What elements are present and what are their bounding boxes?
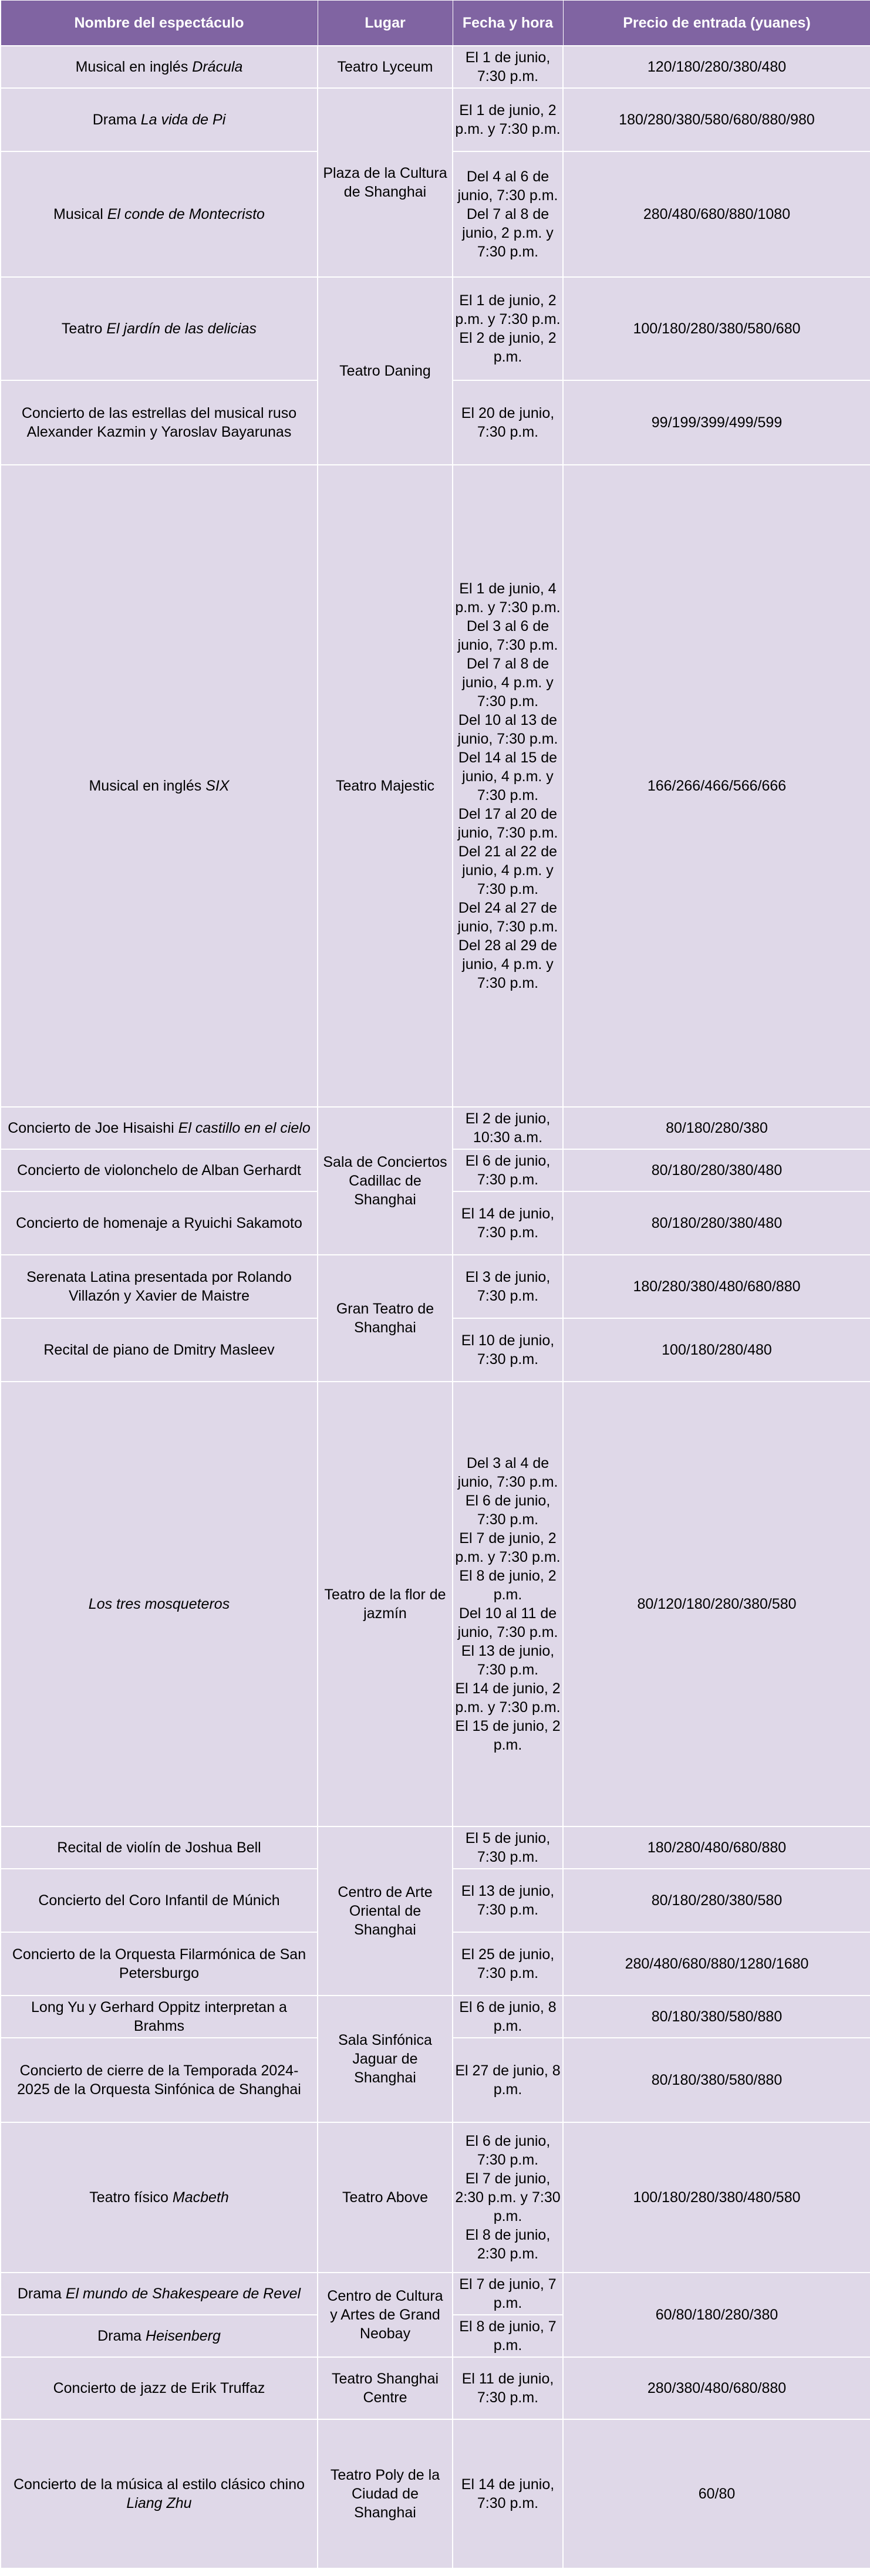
date-time-cell bbox=[453, 46, 563, 88]
date-time-entry: El 11 de junio, 7:30 p.m. bbox=[461, 2371, 554, 2406]
show-title: SIX bbox=[205, 778, 230, 794]
date-time-entry: El 14 de junio, 7:30 p.m. bbox=[461, 2476, 555, 2511]
price-cell: 100/180/280/380/480/580 bbox=[563, 2122, 870, 2273]
date-time-entry: El 25 de junio, 7:30 p.m. bbox=[461, 1946, 555, 1981]
date-time-entry: Del 4 al 6 de junio, 7:30 p.m. bbox=[457, 168, 558, 204]
show-name-text: Musical en inglés bbox=[75, 59, 193, 75]
date-time-cell bbox=[453, 1827, 563, 1869]
date-time-entry: El 10 de junio, 7:30 p.m. bbox=[461, 1332, 555, 1368]
show-name-cell bbox=[1, 277, 318, 380]
price-cell: 80/180/280/380 bbox=[563, 1107, 870, 1149]
price-cell: 180/280/380/580/680/880/980 bbox=[563, 88, 870, 151]
date-time-cell bbox=[453, 2122, 563, 2273]
table-row bbox=[1, 1996, 870, 2038]
date-time-entry: El 8 de junio, 7 p.m. bbox=[459, 2318, 557, 2354]
table-row bbox=[1, 88, 870, 151]
show-name-cell bbox=[1, 46, 318, 88]
date-time-entry: El 27 de junio, 8 p.m. bbox=[455, 2062, 561, 2098]
date-time-entry: El 5 de junio, 7:30 p.m. bbox=[465, 1830, 551, 1865]
table-row bbox=[1, 46, 870, 88]
show-name-cell bbox=[1, 1932, 318, 1996]
price-cell: 280/380/480/680/880 bbox=[563, 2357, 870, 2419]
show-title: El castillo en el cielo bbox=[178, 1120, 311, 1136]
show-name-cell bbox=[1, 1996, 318, 2038]
show-name-text: Concierto de jazz de Erik Truffaz bbox=[53, 2380, 265, 2396]
table-row bbox=[1, 2122, 870, 2273]
date-time-entry: El 1 de junio, 2 p.m. y 7:30 p.m. bbox=[455, 292, 561, 328]
date-time-cell bbox=[453, 2357, 563, 2419]
show-name-cell bbox=[1, 1827, 318, 1869]
date-time-cell bbox=[453, 1869, 563, 1932]
table-body bbox=[1, 46, 870, 2568]
show-name-cell bbox=[1, 1191, 318, 1255]
date-time-entry: El 2 de junio, 2 p.m. bbox=[459, 330, 557, 365]
show-name-cell bbox=[1, 88, 318, 151]
price-cell: 280/480/680/880/1080 bbox=[563, 151, 870, 277]
show-title: El conde de Montecristo bbox=[107, 206, 265, 222]
date-time-entry: Del 3 al 4 de junio, 7:30 p.m. bbox=[457, 1455, 558, 1490]
header-show-name: Nombre del espectáculo bbox=[1, 1, 318, 46]
show-name-text: Musical bbox=[53, 206, 107, 222]
show-name-cell bbox=[1, 1382, 318, 1827]
show-name-text: Concierto de homenaje a Ryuichi Sakamoto bbox=[16, 1215, 302, 1231]
date-time-entry: Del 10 al 11 de junio, 7:30 p.m. bbox=[457, 1605, 558, 1640]
show-title: La vida de Pi bbox=[140, 112, 226, 128]
table-row bbox=[1, 1255, 870, 1318]
date-time-entry: El 6 de junio, 8 p.m. bbox=[459, 1999, 557, 2034]
show-name-cell bbox=[1, 2357, 318, 2419]
date-time-entry: Del 14 al 15 de junio, 4 p.m. y 7:30 p.m. bbox=[458, 749, 558, 803]
venue-cell: Plaza de la Cultura de Shanghai bbox=[318, 88, 453, 277]
show-name-cell bbox=[1, 1107, 318, 1149]
date-time-cell bbox=[453, 151, 563, 277]
date-time-cell bbox=[453, 1107, 563, 1149]
date-time-cell bbox=[453, 1318, 563, 1382]
table-row bbox=[1, 465, 870, 1107]
venue-cell: Sala de Conciertos Cadillac de Shanghai bbox=[318, 1107, 453, 1255]
date-time-entry: Del 21 al 22 de junio, 4 p.m. y 7:30 p.m. bbox=[458, 843, 558, 897]
date-time-entry: El 1 de junio, 4 p.m. y 7:30 p.m. bbox=[455, 580, 561, 616]
date-time-cell bbox=[453, 1932, 563, 1996]
show-title: Drácula bbox=[192, 59, 243, 75]
header-row bbox=[1, 1, 870, 46]
price-cell: 60/80 bbox=[563, 2419, 870, 2568]
venue-cell: Teatro Lyceum bbox=[318, 46, 453, 88]
date-time-entry: Del 17 al 20 de junio, 7:30 p.m. bbox=[457, 806, 558, 841]
show-name-cell bbox=[1, 2419, 318, 2568]
show-name-text: Concierto del Coro Infantil de Múnich bbox=[38, 1892, 280, 1909]
show-name-cell bbox=[1, 1149, 318, 1191]
venue-cell: Teatro Daning bbox=[318, 277, 453, 465]
header-date-time: Fecha y hora bbox=[453, 1, 563, 46]
date-time-cell bbox=[453, 2315, 563, 2357]
show-title: El jardín de las delicias bbox=[106, 320, 257, 337]
date-time-entry: El 14 de junio, 2 p.m. y 7:30 p.m. bbox=[455, 1680, 561, 1716]
show-name-text: Concierto de la música al estilo clásico chino bbox=[13, 2476, 305, 2493]
price-cell: 180/280/480/680/880 bbox=[563, 1827, 870, 1869]
venue-cell: Centro de Arte Oriental de Shanghai bbox=[318, 1827, 453, 1996]
show-name-cell bbox=[1, 2038, 318, 2122]
show-name-text: Drama bbox=[92, 112, 141, 128]
date-time-entry: El 3 de junio, 7:30 p.m. bbox=[465, 1269, 551, 1304]
table-row bbox=[1, 1382, 870, 1827]
show-title: Liang Zhu bbox=[126, 2495, 192, 2511]
date-time-entry: Del 3 al 6 de junio, 7:30 p.m. bbox=[457, 618, 558, 653]
venue-cell: Teatro Shanghai Centre bbox=[318, 2357, 453, 2419]
show-name-cell bbox=[1, 1869, 318, 1932]
show-name-text: Recital de violín de Joshua Bell bbox=[57, 1839, 261, 1856]
date-time-cell bbox=[453, 465, 563, 1107]
show-name-text: Teatro bbox=[61, 320, 107, 337]
show-name-text: Serenata Latina presentada por Rolando Villazón y Xavier de Maistre bbox=[26, 1269, 292, 1304]
date-time-entry: Del 10 al 13 de junio, 7:30 p.m. bbox=[457, 712, 558, 747]
price-cell: 60/80/180/280/380 bbox=[563, 2273, 870, 2357]
show-title: Los tres mosqueteros bbox=[88, 1596, 230, 1612]
venue-cell: Teatro Poly de la Ciudad de Shanghai bbox=[318, 2419, 453, 2568]
table-row bbox=[1, 1107, 870, 1149]
date-time-entry: Del 7 al 8 de junio, 4 p.m. y 7:30 p.m. bbox=[462, 656, 554, 710]
table-row bbox=[1, 277, 870, 380]
date-time-cell bbox=[453, 2419, 563, 2568]
price-cell: 280/480/680/880/1280/1680 bbox=[563, 1932, 870, 1996]
price-cell: 80/180/280/380/580 bbox=[563, 1869, 870, 1932]
table-row bbox=[1, 2357, 870, 2419]
date-time-cell bbox=[453, 88, 563, 151]
price-cell: 80/180/280/380/480 bbox=[563, 1191, 870, 1255]
date-time-entry: El 15 de junio, 2 p.m. bbox=[455, 1718, 561, 1753]
show-title: Heisenberg bbox=[146, 2328, 221, 2344]
show-name-text: Long Yu y Gerhard Oppitz interpretan a Brahms bbox=[31, 1999, 287, 2034]
price-cell: 80/120/180/280/380/580 bbox=[563, 1382, 870, 1827]
show-name-text: Musical en inglés bbox=[89, 778, 206, 794]
header-price: Precio de entrada (yuanes) bbox=[563, 1, 870, 46]
date-time-cell bbox=[453, 2038, 563, 2122]
show-name-cell bbox=[1, 2122, 318, 2273]
date-time-entry: El 7 de junio, 2:30 p.m. y 7:30 p.m. bbox=[455, 2170, 561, 2224]
price-cell: 166/266/466/566/666 bbox=[563, 465, 870, 1107]
date-time-entry: El 6 de junio, 7:30 p.m. bbox=[465, 1493, 551, 1528]
venue-cell: Sala Sinfónica Jaguar de Shanghai bbox=[318, 1996, 453, 2122]
date-time-entry: El 8 de junio, 2 p.m. bbox=[459, 1568, 557, 1603]
show-name-cell bbox=[1, 151, 318, 277]
date-time-entry: El 7 de junio, 7 p.m. bbox=[459, 2276, 557, 2311]
show-name-cell bbox=[1, 1318, 318, 1382]
price-cell: 80/180/280/380/480 bbox=[563, 1149, 870, 1191]
show-title: Macbeth bbox=[172, 2189, 229, 2206]
table-row bbox=[1, 2419, 870, 2568]
venue-cell: Teatro Above bbox=[318, 2122, 453, 2273]
date-time-entry: El 1 de junio, 2 p.m. y 7:30 p.m. bbox=[455, 102, 561, 137]
price-cell: 80/180/380/580/880 bbox=[563, 1996, 870, 2038]
table-row bbox=[1, 2273, 870, 2315]
date-time-entry: El 1 de junio, 7:30 p.m. bbox=[465, 49, 551, 85]
venue-cell: Gran Teatro de Shanghai bbox=[318, 1255, 453, 1382]
price-cell: 120/180/280/380/480 bbox=[563, 46, 870, 88]
date-time-entry: El 13 de junio, 7:30 p.m. bbox=[461, 1643, 555, 1678]
header-venue: Lugar bbox=[318, 1, 453, 46]
show-name-text: Concierto de Joe Hisaishi bbox=[8, 1120, 178, 1136]
price-cell: 99/199/399/499/599 bbox=[563, 380, 870, 465]
date-time-cell bbox=[453, 1996, 563, 2038]
show-name-text: Drama bbox=[17, 2285, 66, 2302]
date-time-entry: El 2 de junio, 10:30 a.m. bbox=[465, 1110, 551, 1146]
venue-cell: Teatro de la flor de jazmín bbox=[318, 1382, 453, 1827]
date-time-entry: El 13 de junio, 7:30 p.m. bbox=[461, 1883, 555, 1918]
price-cell: 180/280/380/480/680/880 bbox=[563, 1255, 870, 1318]
show-name-cell bbox=[1, 465, 318, 1107]
venue-cell: Teatro Majestic bbox=[318, 465, 453, 1107]
show-name-cell bbox=[1, 380, 318, 465]
show-name-text: Concierto de cierre de la Temporada 2024-2025 de la Orquesta Sinfónica de Shanghai bbox=[17, 2062, 301, 2098]
date-time-entry: El 6 de junio, 7:30 p.m. bbox=[465, 2133, 551, 2168]
date-time-entry: El 20 de junio, 7:30 p.m. bbox=[461, 405, 555, 440]
table-row bbox=[1, 1827, 870, 1869]
show-title: El mundo de Shakespeare de Revel bbox=[65, 2285, 301, 2302]
date-time-entry: El 6 de junio, 7:30 p.m. bbox=[465, 1153, 551, 1188]
show-name-text: Concierto de violonchelo de Alban Gerhardt bbox=[17, 1162, 301, 1179]
date-time-entry: Del 24 al 27 de junio, 7:30 p.m. bbox=[457, 900, 558, 935]
price-cell: 80/180/380/580/880 bbox=[563, 2038, 870, 2122]
date-time-entry: El 8 de junio, 2:30 p.m. bbox=[465, 2227, 551, 2262]
show-name-text: Recital de piano de Dmitry Masleev bbox=[43, 1342, 275, 1358]
date-time-cell bbox=[453, 380, 563, 465]
show-name-text: Teatro físico bbox=[89, 2189, 173, 2206]
date-time-entry: Del 28 al 29 de junio, 4 p.m. y 7:30 p.m. bbox=[458, 937, 558, 991]
date-time-entry: El 14 de junio, 7:30 p.m. bbox=[461, 1206, 555, 1241]
date-time-cell bbox=[453, 1255, 563, 1318]
date-time-entry: El 7 de junio, 2 p.m. y 7:30 p.m. bbox=[455, 1530, 561, 1565]
show-name-text: Concierto de la Orquesta Filarmónica de San Petersburgo bbox=[12, 1946, 306, 1981]
date-time-cell bbox=[453, 1149, 563, 1191]
show-name-text: Concierto de las estrellas del musical ruso Alexander Kazmin y Yaroslav Bayarunas bbox=[21, 405, 297, 440]
date-time-cell bbox=[453, 1191, 563, 1255]
price-cell: 100/180/280/480 bbox=[563, 1318, 870, 1382]
price-cell: 100/180/280/380/580/680 bbox=[563, 277, 870, 380]
show-name-cell bbox=[1, 2315, 318, 2357]
show-name-cell bbox=[1, 1255, 318, 1318]
date-time-cell bbox=[453, 277, 563, 380]
show-name-text: Drama bbox=[97, 2328, 146, 2344]
date-time-entry: Del 7 al 8 de junio, 2 p.m. y 7:30 p.m. bbox=[462, 206, 554, 260]
show-name-cell bbox=[1, 2273, 318, 2315]
date-time-cell bbox=[453, 2273, 563, 2315]
venue-cell: Centro de Cultura y Artes de Grand Neobay bbox=[318, 2273, 453, 2357]
date-time-cell bbox=[453, 1382, 563, 1827]
